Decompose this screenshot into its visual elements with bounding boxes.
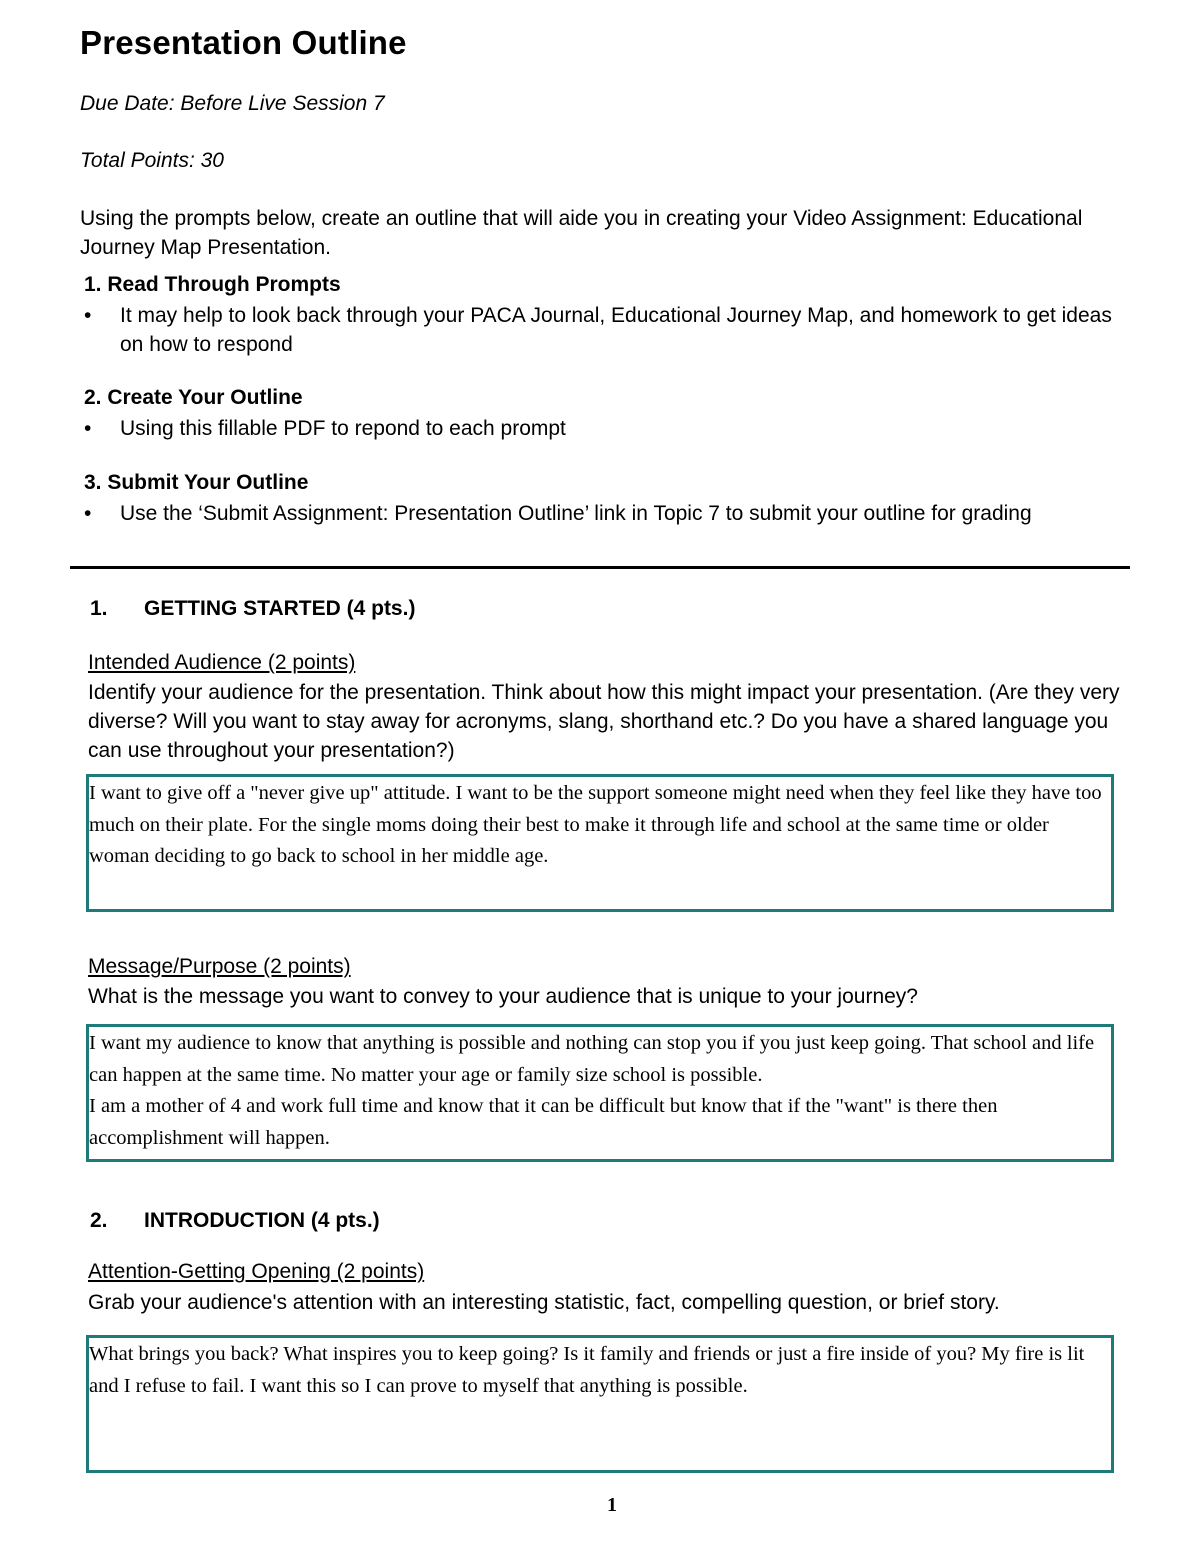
section-heading-introduction: [90, 1209, 380, 1233]
total-points: Total Points: 30: [80, 149, 224, 172]
bullet-icon: •: [84, 304, 92, 327]
bullet-icon: •: [84, 502, 92, 525]
section-title: GETTING STARTED (4 pts.): [144, 597, 416, 620]
step-bullet-read-prompts: [84, 301, 1124, 359]
intro-paragraph: Using the prompts below, create an outline that will aide you in creating your Video Assignment: Educational Journey Map Presentation.: [80, 207, 1083, 259]
step-heading-create-outline: 2. Create Your Outline: [84, 386, 303, 409]
label-message-purpose: Message/Purpose (2 points): [88, 955, 351, 978]
step-heading-read-prompts: 1. Read Through Prompts: [84, 273, 341, 296]
bullet-text: Use the ‘Submit Assignment: Presentation Outline’ link in Topic 7 to submit your outline for grading: [120, 502, 1032, 525]
section-heading-getting-started: [90, 597, 415, 621]
bullet-icon: •: [84, 417, 92, 440]
prompt-attention-getting-opening: Grab your audience's attention with an interesting statistic, fact, compelling question, or brief story.: [88, 1291, 1000, 1314]
answer-field-message-purpose[interactable]: [86, 1024, 1114, 1162]
answer-text: What brings you back? What inspires you to keep going? Is it family and friends or just a fire inside of you? My fire is lit and I refuse to fail. I want this so I can prove to myself that anything is possible.: [89, 1343, 1090, 1397]
label-intended-audience: Intended Audience (2 points): [88, 651, 356, 674]
section-divider: [70, 566, 1130, 569]
answer-text: I want to give off a "never give up" attitude. I want to be the support someone might need when they feel like they have too much on their plate. For the single moms doing their best to make it through life and school at the same time or older woman deciding to go back to school in her middle age.: [89, 782, 1107, 867]
page-title: Presentation Outline: [80, 24, 407, 61]
prompt-intended-audience: Identify your audience for the presentation. Think about how this might impact your presentation. (Are they very diverse? Will you want to stay away for acronyms, slang, shorthand etc.? Do you have a shared language you can use throughout your presentation?): [88, 681, 1120, 762]
answer-field-intended-audience[interactable]: [86, 774, 1114, 912]
due-date: Due Date: Before Live Session 7: [80, 92, 385, 115]
answer-text: I want my audience to know that anything is possible and nothing can stop you if you just keep going. That school and life can happen at the same time. No matter your age or family size school is possible. I am a mother of 4 and work full time and know that it can be difficult but know that if the "want" is there then accomplishment will happen.: [89, 1032, 1095, 1149]
label-attention-getting-opening: Attention-Getting Opening (2 points): [88, 1260, 425, 1283]
step-bullet-create-outline: [84, 414, 1124, 443]
page-number: 1: [607, 1494, 617, 1516]
prompt-message-purpose: What is the message you want to convey to your audience that is unique to your journey?: [88, 985, 918, 1008]
answer-field-attention-getting-opening[interactable]: [86, 1335, 1114, 1473]
bullet-text: Using this fillable PDF to repond to each prompt: [120, 417, 566, 440]
bullet-text: It may help to look back through your PACA Journal, Educational Journey Map, and homework to get ideas on how to respond: [120, 304, 1112, 356]
section-number: 1.: [90, 597, 108, 620]
step-heading-submit-outline: 3. Submit Your Outline: [84, 471, 309, 494]
section-number: 2.: [90, 1209, 108, 1232]
section-title: INTRODUCTION (4 pts.): [144, 1209, 380, 1232]
step-bullet-submit-outline: [84, 499, 1124, 528]
